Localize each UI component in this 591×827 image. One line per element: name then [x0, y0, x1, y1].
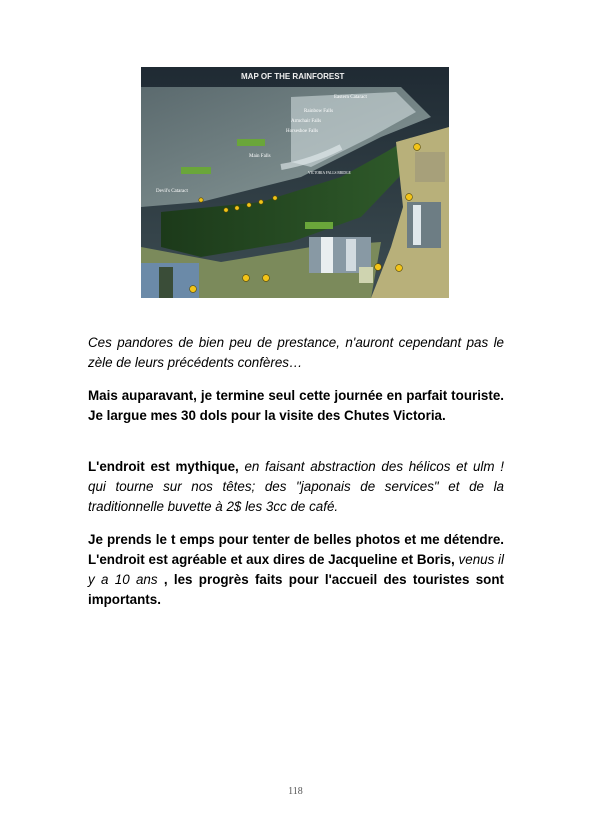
paragraph-3 [88, 457, 504, 517]
map-title: MAP OF THE RAINFOREST [241, 72, 345, 81]
paragraph-4-italic: venus il y a 10 ans [88, 552, 505, 587]
map-label: Rainbow Falls [304, 109, 334, 114]
page-number: 118 [288, 786, 303, 797]
paragraph-2-text: Mais auparavant, je termine seul cette journée en parfait touriste. Je largue mes 30 dols pour la visite des Chutes Victoria. [88, 388, 504, 423]
map-label: Main Falls [249, 154, 271, 159]
paragraph-3-italic: en faisant abstraction des hélicos et ulm ! qui tourne sur nos têtes; des "japonais de services" et de la traditionnelle buvette à 2$ les 3cc de café. [88, 459, 504, 514]
paragraph-1 [88, 333, 504, 373]
rainforest-map-photo [141, 67, 449, 298]
map-label: VICTORIA FALLS BRIDGE [308, 171, 351, 175]
paragraph-4-bold-end: , les progrès faits pour l'accueil des touristes sont importants. [88, 572, 504, 607]
map-label: Armchair Falls [291, 119, 322, 124]
paragraph-3-bold: L'endroit est mythique, [88, 459, 239, 474]
map-label: Horseshoe Falls [286, 129, 319, 134]
paragraph-2 [88, 386, 504, 426]
paragraph-4 [88, 530, 504, 610]
paragraph-4-bold-start: Je prends le t emps pour tenter de belles photos et me détendre. L'endroit est agréable et aux dires de Jacqueline et Boris, [88, 532, 504, 567]
map-label: Devil's Cataract [156, 189, 188, 194]
paragraph-1-text: Ces pandores de bien peu de prestance, n'auront cependant pas le zèle de leurs précédents confères… [88, 335, 504, 370]
map-label: Eastern Cataract [334, 95, 367, 100]
